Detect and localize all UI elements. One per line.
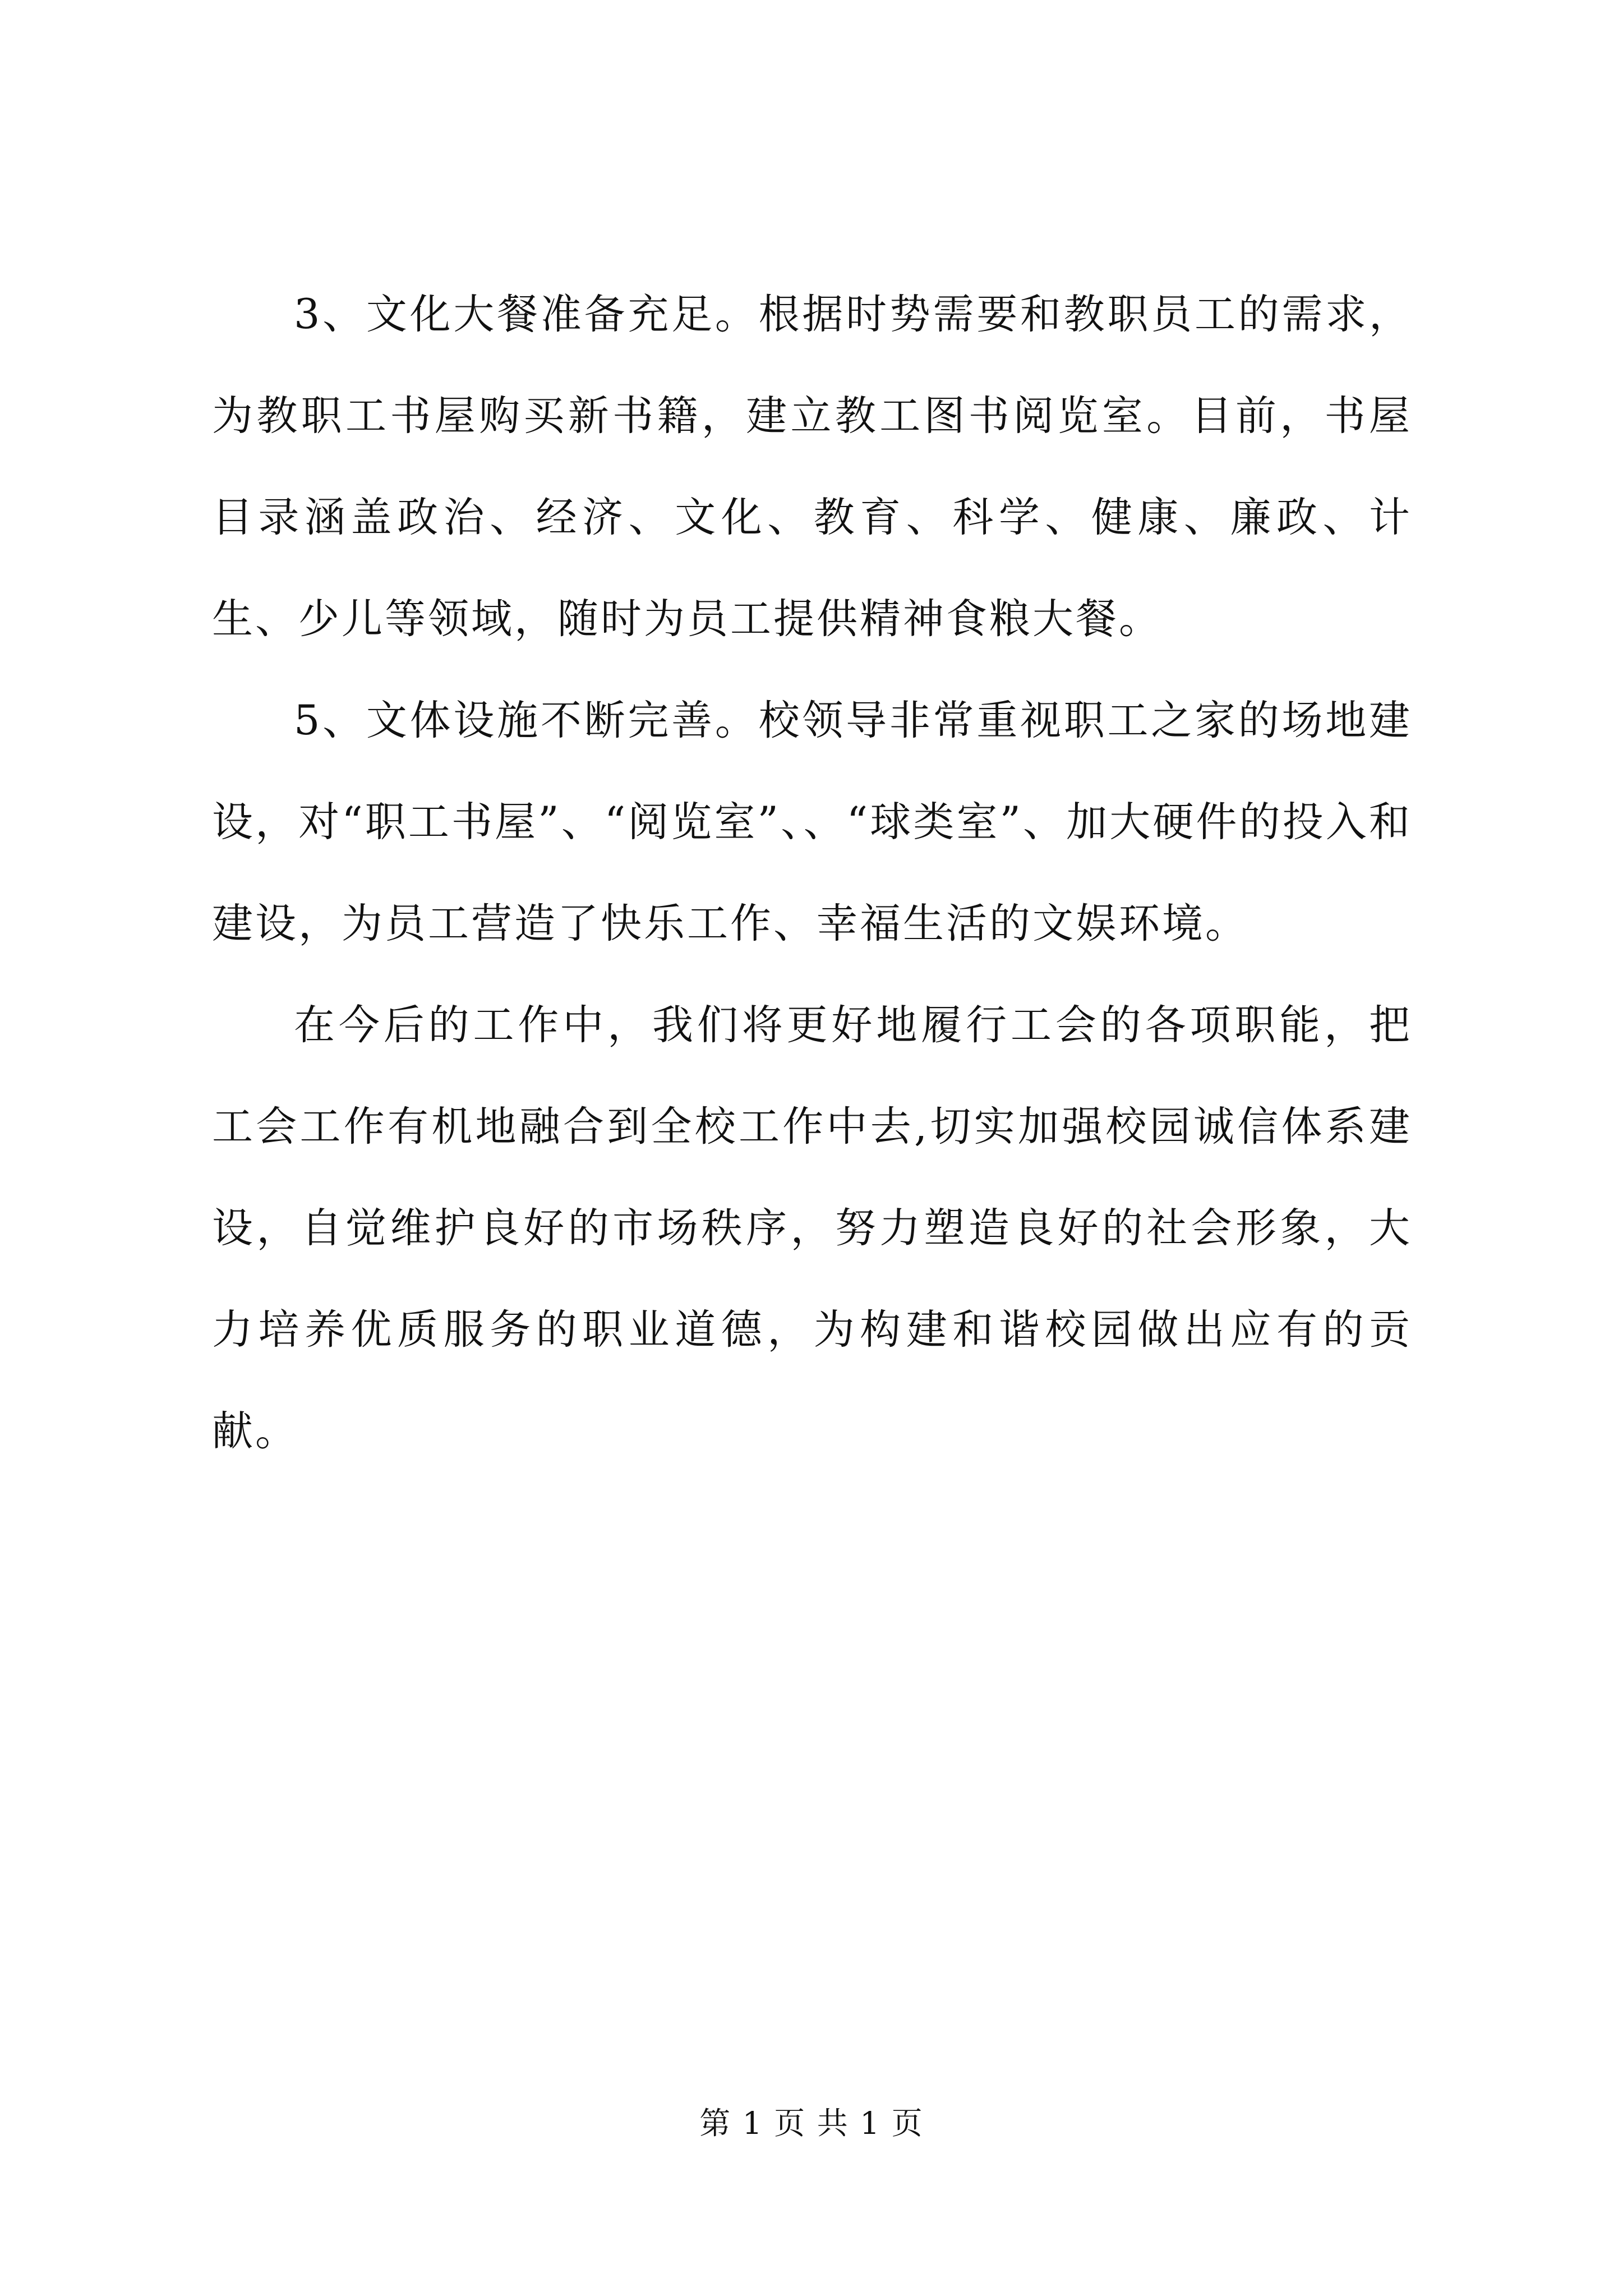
paragraph-facilities: 5、文体设施不断完善。校领导非常重视职工之家的场地建设，对“职工书屋”、“阅览室”、、“球类室”、加大硬件的投入和建设，为员工营造了快乐工作、幸福生活的文娱环境。 xyxy=(212,697,1412,947)
paragraph-future-work: 在今后的工作中，我们将更好地履行工会的各项职能，把工会工作有机地融合到全校工作中去,切实加强校园诚信体系建设，自觉维护良好的市场秩序，努力塑造良好的社会形象，大力培养优质服务的职业道德，为构建和谐校园做出应有的贡献。 xyxy=(212,1001,1412,1455)
page-number-footer: 第 1 页 共 1 页 xyxy=(699,2105,924,2141)
paragraph-culture-feast: 3、文化大餐准备充足。根据时势需要和教职员工的需求，为教职工书屋购买新书籍，建立教工图书阅览室。目前，书屋目录涵盖政治、经济、文化、教育、科学、健康、廉政、计生、少儿等领域，随时为员工提供精神食粮大餐。 xyxy=(212,291,1412,643)
document-body xyxy=(212,264,1412,1482)
